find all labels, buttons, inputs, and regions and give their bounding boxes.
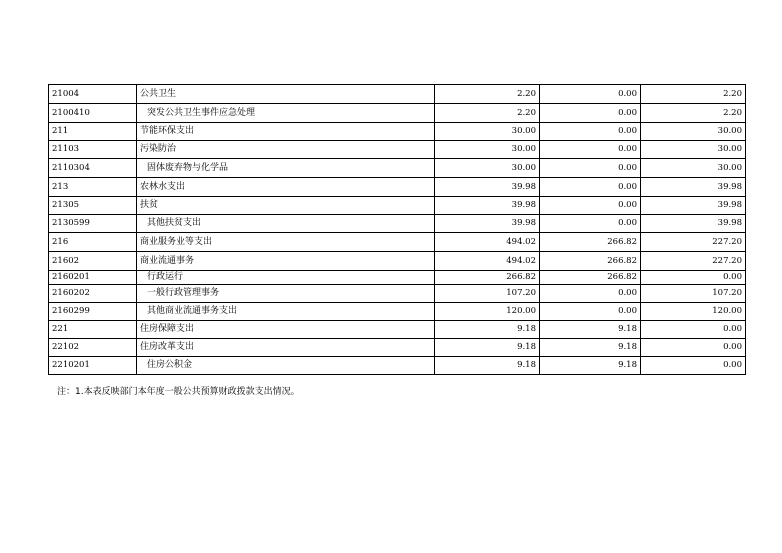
total-amount-cell: 2.20 (435, 104, 540, 123)
basic-expense-cell: 266.82 (540, 271, 641, 285)
basic-expense-cell: 9.18 (540, 339, 641, 357)
budget-table (48, 84, 746, 375)
subject-name-cell: 住房公积金 (137, 357, 435, 375)
project-expense-cell: 0.00 (641, 357, 746, 375)
project-expense-cell: 39.98 (641, 215, 746, 233)
subject-name-cell: 节能环保支出 (137, 123, 435, 141)
table-row (49, 85, 746, 104)
total-amount-cell: 494.02 (435, 252, 540, 271)
total-amount-cell: 9.18 (435, 339, 540, 357)
project-expense-cell: 30.00 (641, 123, 746, 141)
table-row (49, 159, 746, 178)
project-expense-cell: 0.00 (641, 321, 746, 339)
subject-name-cell: 污染防治 (137, 141, 435, 159)
subject-code-cell: 213 (49, 178, 137, 197)
table-row (49, 252, 746, 271)
table-row (49, 123, 746, 141)
total-amount-cell: 107.20 (435, 285, 540, 303)
project-expense-cell: 30.00 (641, 141, 746, 159)
project-expense-cell: 107.20 (641, 285, 746, 303)
basic-expense-cell: 0.00 (540, 85, 641, 104)
table-row (49, 141, 746, 159)
total-amount-cell: 266.82 (435, 271, 540, 285)
subject-code-cell: 216 (49, 233, 137, 252)
basic-expense-cell: 9.18 (540, 321, 641, 339)
table-row (49, 285, 746, 303)
total-amount-cell: 2.20 (435, 85, 540, 104)
subject-code-cell: 2130599 (49, 215, 137, 233)
subject-code-cell: 211 (49, 123, 137, 141)
table-row (49, 271, 746, 285)
subject-name-cell: 住房保障支出 (137, 321, 435, 339)
basic-expense-cell: 0.00 (540, 178, 641, 197)
budget-table-body (49, 85, 746, 375)
total-amount-cell: 30.00 (435, 123, 540, 141)
project-expense-cell: 39.98 (641, 178, 746, 197)
project-expense-cell: 2.20 (641, 104, 746, 123)
total-amount-cell: 9.18 (435, 357, 540, 375)
subject-name-cell: 公共卫生 (137, 85, 435, 104)
total-amount-cell: 39.98 (435, 215, 540, 233)
total-amount-cell: 30.00 (435, 159, 540, 178)
project-expense-cell: 227.20 (641, 252, 746, 271)
table-row (49, 303, 746, 321)
basic-expense-cell: 0.00 (540, 303, 641, 321)
basic-expense-cell: 0.00 (540, 285, 641, 303)
project-expense-cell: 0.00 (641, 339, 746, 357)
subject-code-cell: 2110304 (49, 159, 137, 178)
basic-expense-cell: 0.00 (540, 104, 641, 123)
subject-code-cell: 21602 (49, 252, 137, 271)
subject-name-cell: 一般行政管理事务 (137, 285, 435, 303)
subject-code-cell: 21305 (49, 197, 137, 215)
table-row (49, 339, 746, 357)
subject-code-cell: 22102 (49, 339, 137, 357)
project-expense-cell: 30.00 (641, 159, 746, 178)
basic-expense-cell: 9.18 (540, 357, 641, 375)
subject-name-cell: 扶贫 (137, 197, 435, 215)
table-row (49, 104, 746, 123)
subject-code-cell: 21103 (49, 141, 137, 159)
table-row (49, 197, 746, 215)
subject-code-cell: 2210201 (49, 357, 137, 375)
subject-name-cell: 固体废弃物与化学品 (137, 159, 435, 178)
total-amount-cell: 30.00 (435, 141, 540, 159)
table-row (49, 321, 746, 339)
table-footnote: 注：1.本表反映部门本年度一般公共预算财政拨款支出情况。 (57, 387, 300, 397)
subject-code-cell: 2160299 (49, 303, 137, 321)
total-amount-cell: 494.02 (435, 233, 540, 252)
table-row (49, 215, 746, 233)
subject-name-cell: 其他扶贫支出 (137, 215, 435, 233)
total-amount-cell: 120.00 (435, 303, 540, 321)
project-expense-cell: 0.00 (641, 271, 746, 285)
total-amount-cell: 39.98 (435, 197, 540, 215)
subject-code-cell: 2100410 (49, 104, 137, 123)
subject-name-cell: 商业流通事务 (137, 252, 435, 271)
basic-expense-cell: 0.00 (540, 215, 641, 233)
basic-expense-cell: 0.00 (540, 159, 641, 178)
basic-expense-cell: 266.82 (540, 252, 641, 271)
subject-name-cell: 其他商业流通事务支出 (137, 303, 435, 321)
table-row (49, 178, 746, 197)
project-expense-cell: 39.98 (641, 197, 746, 215)
basic-expense-cell: 0.00 (540, 197, 641, 215)
basic-expense-cell: 0.00 (540, 123, 641, 141)
basic-expense-cell: 0.00 (540, 141, 641, 159)
subject-code-cell: 2160202 (49, 285, 137, 303)
project-expense-cell: 2.20 (641, 85, 746, 104)
project-expense-cell: 120.00 (641, 303, 746, 321)
subject-name-cell: 商业服务业等支出 (137, 233, 435, 252)
subject-name-cell: 突发公共卫生事件应急处理 (137, 104, 435, 123)
total-amount-cell: 9.18 (435, 321, 540, 339)
basic-expense-cell: 266.82 (540, 233, 641, 252)
subject-code-cell: 2160201 (49, 271, 137, 285)
subject-name-cell: 行政运行 (137, 271, 435, 285)
subject-name-cell: 农林水支出 (137, 178, 435, 197)
table-row (49, 233, 746, 252)
subject-name-cell: 住房改革支出 (137, 339, 435, 357)
total-amount-cell: 39.98 (435, 178, 540, 197)
subject-code-cell: 21004 (49, 85, 137, 104)
subject-code-cell: 221 (49, 321, 137, 339)
table-row (49, 357, 746, 375)
project-expense-cell: 227.20 (641, 233, 746, 252)
